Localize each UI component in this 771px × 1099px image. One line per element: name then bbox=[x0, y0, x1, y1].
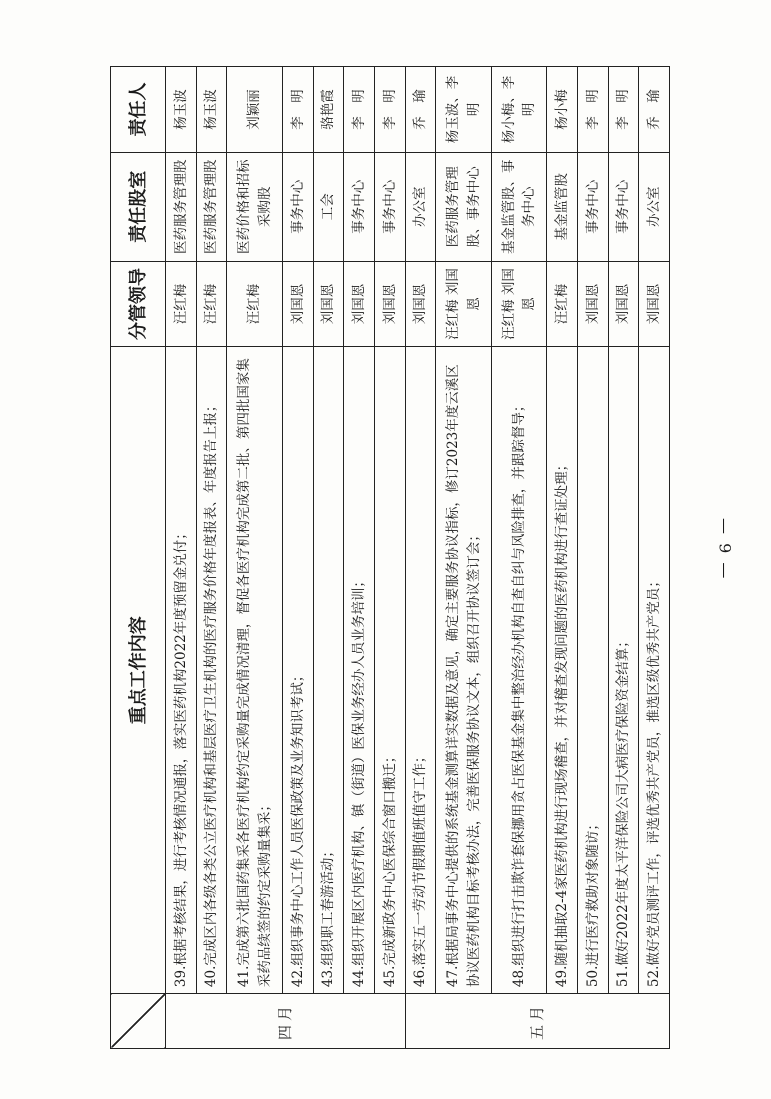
header-row bbox=[111, 67, 166, 1049]
row-content: 52.做好党员测评工作，评选优秀共产党员，推选区级优秀共产党员； bbox=[639, 347, 670, 994]
header-content: 重点工作内容 bbox=[111, 347, 166, 994]
row-leader: 刘国恩 bbox=[577, 261, 608, 347]
row-leader: 刘国恩 bbox=[344, 261, 375, 347]
row-owner: 刘颖丽 bbox=[227, 67, 282, 153]
table-row bbox=[639, 67, 670, 1049]
row-content: 43.组织职工春游活动； bbox=[313, 347, 344, 994]
row-content: 42.组织事务中心工作人员医保政策及业务知识考试； bbox=[282, 347, 313, 994]
row-content: 41.完成第六批国药集采各医疗机构约定采购量完成情况清理，督促各医疗机构完成第二批、第四批国家集采药品续签的约定采购量集采； bbox=[227, 347, 282, 994]
row-owner: 李 明 bbox=[577, 67, 608, 153]
row-leader: 刘国恩 bbox=[313, 261, 344, 347]
table-row bbox=[282, 67, 313, 1049]
row-owner: 乔 瑜 bbox=[639, 67, 670, 153]
header-owner: 责任人 bbox=[111, 67, 166, 153]
table-row bbox=[547, 67, 578, 1049]
row-leader: 汪红梅 刘国恩 bbox=[436, 261, 491, 347]
row-content: 46.落实五一劳动节假期值班值守工作； bbox=[405, 347, 436, 994]
row-owner: 李 明 bbox=[282, 67, 313, 153]
row-content: 45.完成新政务中心医保综合窗口搬迁； bbox=[374, 347, 405, 994]
row-department: 医药服务管理股 bbox=[196, 152, 227, 261]
table-row bbox=[166, 67, 197, 1049]
table-row bbox=[436, 67, 491, 1049]
row-owner: 李 明 bbox=[374, 67, 405, 153]
row-department: 办公室 bbox=[639, 152, 670, 261]
row-owner: 骆艳霞 bbox=[313, 67, 344, 153]
table-row bbox=[491, 67, 546, 1049]
row-content: 48.组织进行打击欺诈套保挪用贪占医保基金集中整治经办机构自查自纠与风险排查，并跟踪督导； bbox=[491, 347, 546, 994]
row-leader: 汪红梅 bbox=[547, 261, 578, 347]
table-row bbox=[313, 67, 344, 1049]
row-owner: 杨小梅、李 明 bbox=[491, 67, 546, 153]
row-department: 事务中心 bbox=[282, 152, 313, 261]
row-department: 工会 bbox=[313, 152, 344, 261]
row-department: 事务中心 bbox=[608, 152, 639, 261]
table-row bbox=[577, 67, 608, 1049]
row-department: 办公室 bbox=[405, 152, 436, 261]
row-content: 50.进行医疗救助对象随访； bbox=[577, 347, 608, 994]
row-owner: 李 明 bbox=[608, 67, 639, 153]
row-department: 医药服务管理股 bbox=[166, 152, 197, 261]
row-leader: 汪红梅 刘国恩 bbox=[491, 261, 546, 347]
work-plan-table bbox=[110, 62, 670, 1049]
row-leader: 汪红梅 bbox=[166, 261, 197, 347]
table-row bbox=[374, 67, 405, 1049]
month-may: 五月 bbox=[405, 994, 669, 1049]
row-leader: 汪红梅 bbox=[196, 261, 227, 347]
month-april: 四月 bbox=[166, 994, 406, 1049]
row-owner: 杨玉波、李 明 bbox=[436, 67, 491, 153]
row-leader: 刘国恩 bbox=[374, 261, 405, 347]
row-content: 49.随机抽取2-4家医药机构进行现场稽查，并对稽查发现问题的医药机构进行查证处理； bbox=[547, 347, 578, 994]
row-owner: 杨小梅 bbox=[547, 67, 578, 153]
row-department: 医药服务管理股、事务中心 bbox=[436, 152, 491, 261]
row-owner: 杨玉波 bbox=[196, 67, 227, 153]
row-department: 基金监管股、事务中心 bbox=[491, 152, 546, 261]
header-leader: 分管领导 bbox=[111, 261, 166, 347]
table-row bbox=[608, 67, 639, 1049]
table-row bbox=[227, 67, 282, 1049]
row-leader: 刘国恩 bbox=[282, 261, 313, 347]
row-department: 事务中心 bbox=[344, 152, 375, 261]
row-owner: 杨玉波 bbox=[166, 67, 197, 153]
row-content: 39.根据考核结果，进行考核情况通报，落实医药机构2022年度预留金兑付； bbox=[166, 347, 197, 994]
row-owner: 李 明 bbox=[344, 67, 375, 153]
row-content: 47.根据局事务中心提供的系统基金测算详实数据及意见，确定主要服务协议指标，修订2023年度云溪区协议医药机构目标考核办法，完善医保服务协议文本，组织召开协议签订会； bbox=[436, 347, 491, 994]
row-content: 44.组织开展区内医疗机构、镇（街道）医保业务经办人员业务培训； bbox=[344, 347, 375, 994]
rotated-table-wrapper bbox=[110, 62, 670, 1049]
header-diagonal-cell bbox=[111, 994, 166, 1049]
row-department: 基金监管股 bbox=[547, 152, 578, 261]
row-department: 事务中心 bbox=[374, 152, 405, 261]
row-leader: 刘国恩 bbox=[405, 261, 436, 347]
row-owner: 乔 瑜 bbox=[405, 67, 436, 153]
page-number: — 9 — bbox=[715, 518, 735, 581]
row-leader: 汪红梅 bbox=[227, 261, 282, 347]
row-department: 医药价格和招标采购股 bbox=[227, 152, 282, 261]
table-row bbox=[196, 67, 227, 1049]
header-department: 责任股室 bbox=[111, 152, 166, 261]
row-leader: 刘国恩 bbox=[608, 261, 639, 347]
row-content: 51.做好2022年度太平洋保险公司大病医疗保险资金结算； bbox=[608, 347, 639, 994]
row-department: 事务中心 bbox=[577, 152, 608, 261]
row-content: 40.完成区内各级各类公立医疗机构和基层医疗卫生机构的医疗服务价格年度报表、年度报告上报； bbox=[196, 347, 227, 994]
table-row bbox=[405, 67, 436, 1049]
table-row bbox=[344, 67, 375, 1049]
row-leader: 刘国恩 bbox=[639, 261, 670, 347]
